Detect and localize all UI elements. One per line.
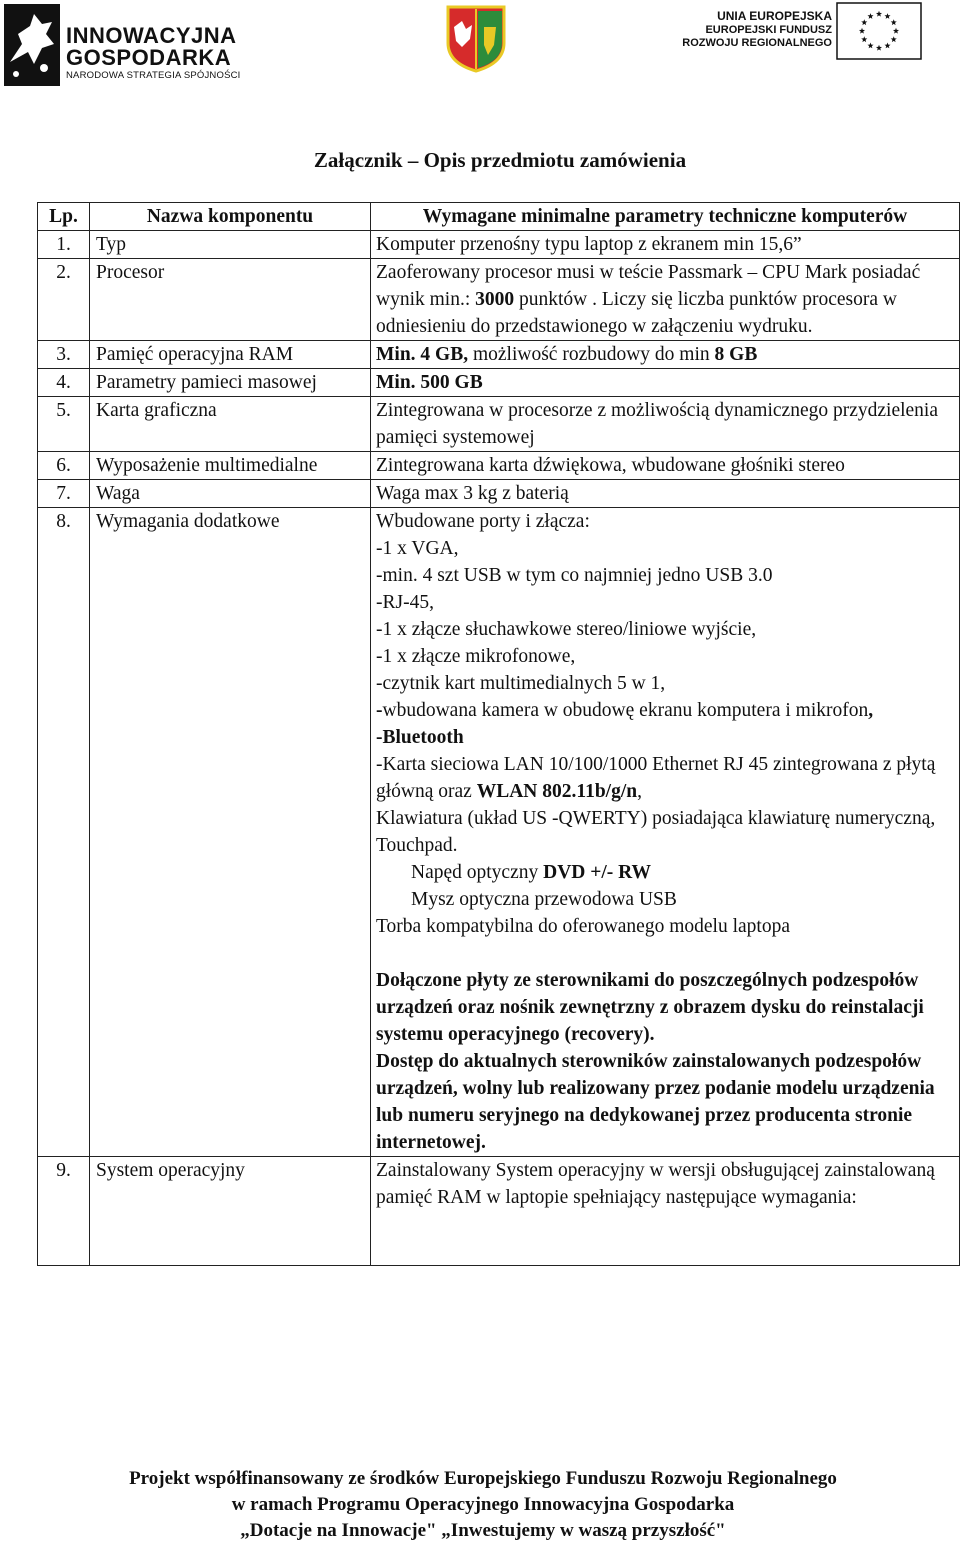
camera-comma: , (868, 700, 874, 721)
component-value (371, 341, 960, 369)
value-text: możliwość rozbudowy do min (468, 344, 715, 365)
row-number: 5. (38, 397, 90, 452)
value-bold: Min. 4 GB, (376, 344, 469, 365)
eu-line-2: EUROPEJSKI FUNDUSZ (705, 23, 832, 36)
header-name: Nazwa komponentu (90, 203, 371, 231)
innowacyjna-gospodarka-logo (4, 4, 264, 86)
component-name: Procesor (90, 259, 371, 341)
requirement-line: Klawiatura (układ US -QWERTY) posiadająca klawiaturę numeryczną, (376, 808, 936, 829)
component-name: Parametry pamieci masowej (90, 369, 371, 397)
table-header-row (38, 203, 960, 231)
drivers-discs: Dołączone płyty ze sterownikami do poszczególnych podzespołów urządzeń oraz nośnik zewnętrzny z obrazem dysku do reinstalacji systemu operacyjnego (recovery). (376, 970, 924, 1045)
camera-dash: - (376, 700, 383, 721)
component-name: System operacyjny (90, 1157, 371, 1266)
dvd-text: Napęd optyczny (411, 862, 544, 883)
component-name: Waga (90, 480, 371, 508)
requirement-line (376, 751, 955, 805)
requirement-line: -RJ-45, (376, 592, 434, 613)
footer-line-3: „Dotacje na Innowacje" „Inwestujemy w waszą przyszłość" (240, 1520, 726, 1541)
dvd-bold: DVD +/- RW (543, 862, 652, 883)
logo-line-1: INNOWACYJNA (66, 23, 237, 48)
specification-table (37, 202, 960, 1266)
component-value (371, 508, 960, 1157)
row-number: 3. (38, 341, 90, 369)
table-row (38, 1157, 960, 1266)
logo-line-2: GOSPODARKA (66, 45, 232, 70)
eu-text (660, 10, 832, 51)
row-number: 1. (38, 231, 90, 259)
value-bold: 3000 (475, 289, 515, 310)
requirement-line: -Bluetooth (376, 727, 464, 748)
table-row (38, 231, 960, 259)
lan-text: -Karta sieciowa LAN 10/100/1000 Ethernet RJ 45 zintegrowana z płytą główną oraz (376, 754, 936, 802)
page-title: Załącznik – Opis przedmiotu zamówienia (313, 148, 687, 172)
eu-line-3: ROZWOJU REGIONALNEGO (682, 37, 832, 49)
table-row (38, 508, 960, 1157)
drivers-paragraph (376, 940, 955, 1156)
footer (0, 1466, 960, 1544)
component-name: Karta graficzna (90, 397, 371, 452)
row-number: 6. (38, 452, 90, 480)
component-name: Typ (90, 231, 371, 259)
row-number: 2. (38, 259, 90, 341)
requirement-line: -min. 4 szt USB w tym co najmniej jedno USB 3.0 (376, 565, 773, 586)
eu-flag-icon (836, 2, 922, 60)
table-row (38, 341, 960, 369)
footer-line-1: Projekt współfinansowany ze środków Europejskiego Funduszu Rozwoju Regionalnego (129, 1468, 837, 1489)
innowacyjna-emblem-icon (4, 4, 60, 86)
requirement-line: Touchpad. (376, 835, 458, 856)
requirement-line (376, 859, 955, 886)
value-text: Zaoferowany procesor musi w teście Passmark – CPU Mark posiadać wynik min.: (376, 262, 921, 310)
component-name: Wymagania dodatkowe (90, 508, 371, 1157)
requirement-line: -czytnik kart multimedialnych 5 w 1, (376, 673, 666, 694)
component-value (371, 259, 960, 341)
drivers-access: Dostęp do aktualnych sterowników zainstalowanych podzespołów urządzeń, wolny lub realizowany przez podanie modelu urządzenia lub numeru seryjnego na dedykowanej przez producenta stronie internetowej. (376, 1051, 935, 1153)
component-name: Wyposażenie multimedialne (90, 452, 371, 480)
table-row (38, 452, 960, 480)
row-number: 7. (38, 480, 90, 508)
component-value: Komputer przenośny typu laptop z ekranem min 15,6” (371, 231, 960, 259)
table-row (38, 480, 960, 508)
requirement-line: -1 x złącze słuchawkowe stereo/liniowe wyjście, (376, 619, 757, 640)
value-text: punktów . Liczy się liczba punktów procesora w odniesieniu do przedstawionego w załączeniu wydruku. (376, 289, 897, 337)
row-number: 4. (38, 369, 90, 397)
component-value: Zintegrowana karta dźwiękowa, wbudowane głośniki stereo (371, 452, 960, 480)
requirement-line: Wbudowane porty i złącza: (376, 511, 590, 532)
requirement-line: Mysz optyczna przewodowa USB (411, 889, 677, 910)
row-number: 9. (38, 1157, 90, 1266)
table-row (38, 259, 960, 341)
eu-line-1: UNIA EUROPEJSKA (717, 9, 832, 23)
header-params: Wymagane minimalne parametry techniczne komputerów (371, 203, 960, 231)
row-number: 8. (38, 508, 90, 1157)
header-lp: Lp. (38, 203, 90, 231)
logo-line-3: NARODOWA STRATEGIA SPÓJNOŚCI (66, 70, 241, 81)
component-value: Zainstalowany System operacyjny w wersji obsługującej zainstalowaną pamięć RAM w laptopie spełniający następujące wymagania: (371, 1157, 960, 1266)
coat-of-arms-icon (446, 5, 506, 73)
component-value: Min. 500 GB (371, 369, 960, 397)
requirement-line (376, 697, 955, 724)
table-row (38, 369, 960, 397)
requirement-line: -1 x złącze mikrofonowe, (376, 646, 576, 667)
lan-comma: , (637, 781, 642, 802)
requirement-line: Torba kompatybilna do oferowanego modelu laptopa (376, 916, 790, 937)
wlan-bold: WLAN 802.11b/g/n (476, 781, 638, 802)
camera-text: wbudowana kamera w obudowę ekranu komputera i mikrofon (382, 700, 869, 721)
component-name: Pamięć operacyjna RAM (90, 341, 371, 369)
component-value: Waga max 3 kg z baterią (371, 480, 960, 508)
value-bold: 8 GB (714, 344, 758, 365)
requirement-line: -1 x VGA, (376, 538, 459, 559)
table-row (38, 397, 960, 452)
footer-line-2: w ramach Programu Operacyjnego Innowacyjna Gospodarka (231, 1494, 735, 1515)
component-value: Zintegrowana w procesorze z możliwością dynamicznego przydzielenia pamięci systemowej (371, 397, 960, 452)
